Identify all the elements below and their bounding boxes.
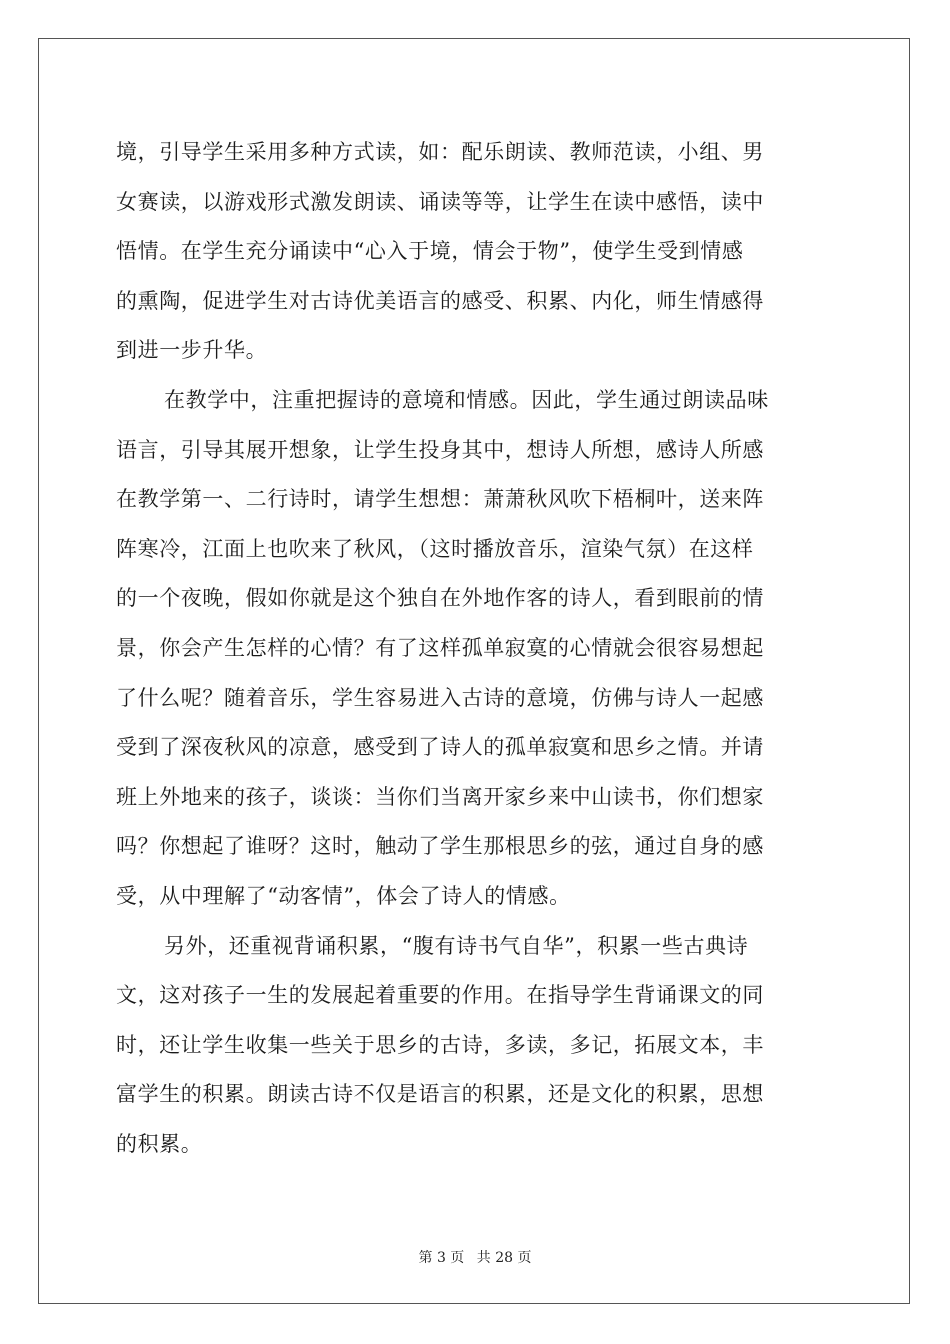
- text-line: 悟情。在学生充分诵读中“心入于境，情会于物”，使学生受到情感: [116, 239, 744, 264]
- text-line: 文，这对孩子一生的发展起着重要的作用。在指导学生背诵课文的同: [116, 983, 764, 1008]
- text-line: 了什么呢？随着音乐，学生容易进入古诗的意境，仿佛与诗人一起感: [116, 685, 764, 710]
- text-line: 的一个夜晚，假如你就是这个独自在外地作客的诗人，看到眼前的情: [116, 586, 764, 611]
- current-page-label: 第 3 页: [418, 1250, 465, 1266]
- paragraph: [116, 376, 832, 922]
- text-line: 时，还让学生收集一些关于思乡的古诗，多读，多记，拓展文本，丰: [116, 1032, 764, 1057]
- text-line: 受，从中理解了“动客情”，体会了诗人的情感。: [116, 883, 571, 908]
- total-pages-label: 共 28 页: [476, 1250, 532, 1266]
- text-line: 在教学中，注重把握诗的意境和情感。因此，学生通过朗读品味: [164, 387, 769, 412]
- text-line: 女赛读，以游戏形式激发朗读、诵读等等，让学生在读中感悟，读中: [116, 189, 764, 214]
- text-line: 景，你会产生怎样的心情？有了这样孤单寂寞的心情就会很容易想起: [116, 635, 764, 660]
- text-line: 的熏陶，促进学生对古诗优美语言的感受、积累、内化，师生情感得: [116, 288, 764, 313]
- text-line: 阵寒冷，江面上也吹来了秋风，（这时播放音乐，渲染气氛）在这样: [116, 536, 754, 561]
- text-line: 在教学第一、二行诗时，请学生想想：萧萧秋风吹下梧桐叶，送来阵: [116, 487, 764, 512]
- paragraph: [116, 922, 832, 1170]
- text-line: 班上外地来的孩子，谈谈：当你们当离开家乡来中山读书，你们想家: [116, 784, 764, 809]
- paragraph: [116, 128, 832, 376]
- text-line: 境，引导学生采用多种方式读，如：配乐朗读、教师范读，小组、男: [116, 140, 764, 164]
- text-line: 语言，引导其展开想象，让学生投身其中，想诗人所想，感诗人所感: [116, 437, 764, 462]
- document-body: [116, 128, 832, 1169]
- text-line: 受到了深夜秋风的凉意，感受到了诗人的孤单寂寞和思乡之情。并请: [116, 735, 764, 760]
- text-line: 到进一步升华。: [116, 338, 268, 363]
- page-number: [0, 1247, 950, 1267]
- text-line: 富学生的积累。朗读古诗不仅是语言的积累，还是文化的积累，思想: [116, 1082, 764, 1107]
- text-line: 吗？你想起了谁呀？这时，触动了学生那根思乡的弦，通过自身的感: [116, 834, 764, 859]
- text-line: 另外，还重视背诵积累，“腹有诗书气自华”，积累一些古典诗: [164, 933, 749, 958]
- text-line: 的积累。: [116, 1131, 203, 1156]
